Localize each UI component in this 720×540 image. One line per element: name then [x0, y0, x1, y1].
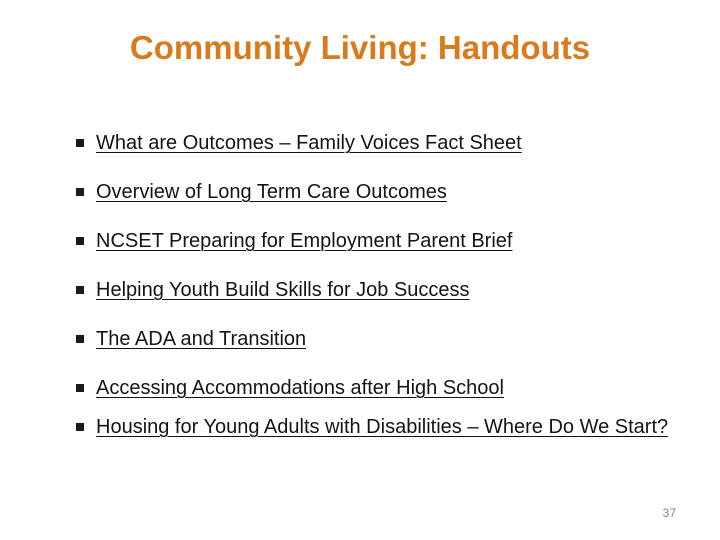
square-bullet-icon: [76, 139, 84, 147]
square-bullet-icon: [76, 423, 84, 431]
handout-link-accessing-accommodations[interactable]: Accessing Accommodations after High School: [96, 377, 504, 399]
handout-link-ncset-parent-brief[interactable]: NCSET Preparing for Employment Parent Brief: [96, 230, 513, 252]
slide-title: Community Living: Handouts: [129, 29, 591, 66]
handout-link-ada-and-transition[interactable]: The ADA and Transition: [96, 328, 307, 350]
handout-link-family-voices-fact-sheet[interactable]: What are Outcomes – Family Voices Fact Sheet: [96, 132, 522, 154]
handout-link-housing-for-young-adults[interactable]: Housing for Young Adults with Disabilities – Where Do We Start?: [96, 416, 669, 438]
square-bullet-icon: [76, 384, 84, 392]
square-bullet-icon: [76, 188, 84, 196]
handout-link-helping-youth-build-skills[interactable]: Helping Youth Build Skills for Job Success: [96, 279, 470, 301]
page-number: 37: [662, 506, 676, 520]
square-bullet-icon: [76, 335, 84, 343]
square-bullet-icon: [76, 237, 84, 245]
handout-link-long-term-care-outcomes[interactable]: Overview of Long Term Care Outcomes: [96, 181, 447, 203]
square-bullet-icon: [76, 286, 84, 294]
